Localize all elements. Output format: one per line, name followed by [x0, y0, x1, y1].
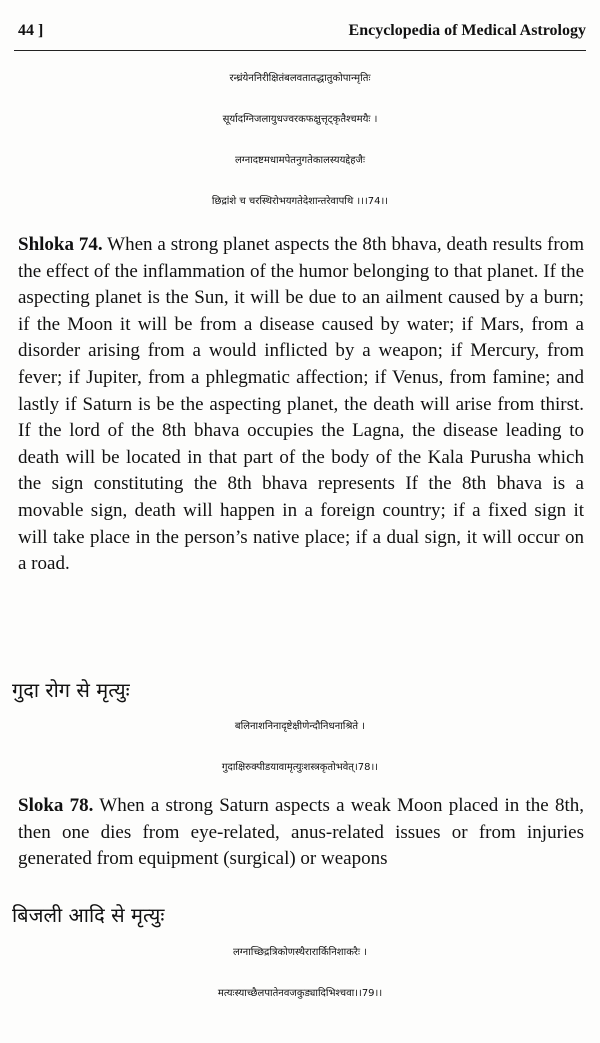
- header-rule: [14, 50, 586, 51]
- page-header: [18, 22, 586, 44]
- verse-74-line-3: लग्नादष्टमधामपेतनुगतेकालस्ययद्देहजैः: [235, 155, 365, 166]
- section-heading-lightning-death: बिजली आदि से मृत्युः: [12, 903, 165, 927]
- section-heading-anal-disease-death: गुदा रोग से मृत्युः: [12, 678, 130, 702]
- verse-78-line-1: बलिनाशनिनादृष्टेक्षीणेन्दौनिधनाश्रिते ।: [234, 721, 366, 732]
- verse-79-line-2: मत्यःस्याच्छैलपातेनवजकुड्यादिभिश्चवा।।79।।: [217, 988, 383, 999]
- page-number: 44 ]: [18, 22, 44, 39]
- verse-74-line-1: रन्ध्रंयेननिरीक्षितंबलवतातद्धातुकोपान्मृतिः: [229, 73, 371, 84]
- verse-74-line-2: सूर्यादग्निजलायुधज्वरकफक्षुत्तृट्कृतैश्चमयैः ।: [222, 114, 378, 125]
- sloka-78-label: Sloka 78.: [18, 795, 94, 816]
- verse-74-line-4: छिद्रांशे च चरस्थिरोभयगतेदेशान्तरेवापथि ।।।74।।: [211, 196, 389, 207]
- shloka-74-paragraph: [18, 232, 584, 578]
- verse-79-line-1: लग्नाच्छिद्रत्रिकोणस्थैरारार्किनिशाकरैः ।: [233, 947, 367, 958]
- sloka-78-text: When a strong Saturn aspects a weak Moon placed in the 8th, then one dies from eye-related, anus-related issues or from injuries generated from equipment (surgical) or weapons: [18, 795, 584, 870]
- shloka-74-label: Shloka 74.: [18, 234, 103, 255]
- sloka-78-paragraph: [18, 793, 584, 873]
- verse-78-line-2: गुदाक्षिरुक्पीडयावामृत्युःशस्त्रकृतोभवेत्।78।।: [221, 762, 379, 773]
- shloka-74-text: When a strong planet aspects the 8th bhava, death results from the effect of the inflammation of the humor belonging to that planet. If the aspecting planet is the Sun, it will be due to an ailment caused by a burn; if the Moon it will be from a disease caused by water; if Mars, from a disorder arising from a would inflicted by a weapon; if Mercury, from fever; if Jupiter, from a phlegmatic affection; if Venus, from famine; and lastly if Saturn is be the aspecting planet, the death will arise from thirst. If the lord of the 8th bhava occupies the Lagna, the disease leading to death will be located in that part of the body of the Kala Purusha which the sign constituting the 8th bhava represents If the 8th bhava is a movable sign, death will happen in a foreign country; if a fixed sign it will take place in the person’s native place; if a dual sign, it will occur on a road.: [18, 234, 584, 575]
- running-title: Encyclopedia of Medical Astrology: [348, 22, 586, 39]
